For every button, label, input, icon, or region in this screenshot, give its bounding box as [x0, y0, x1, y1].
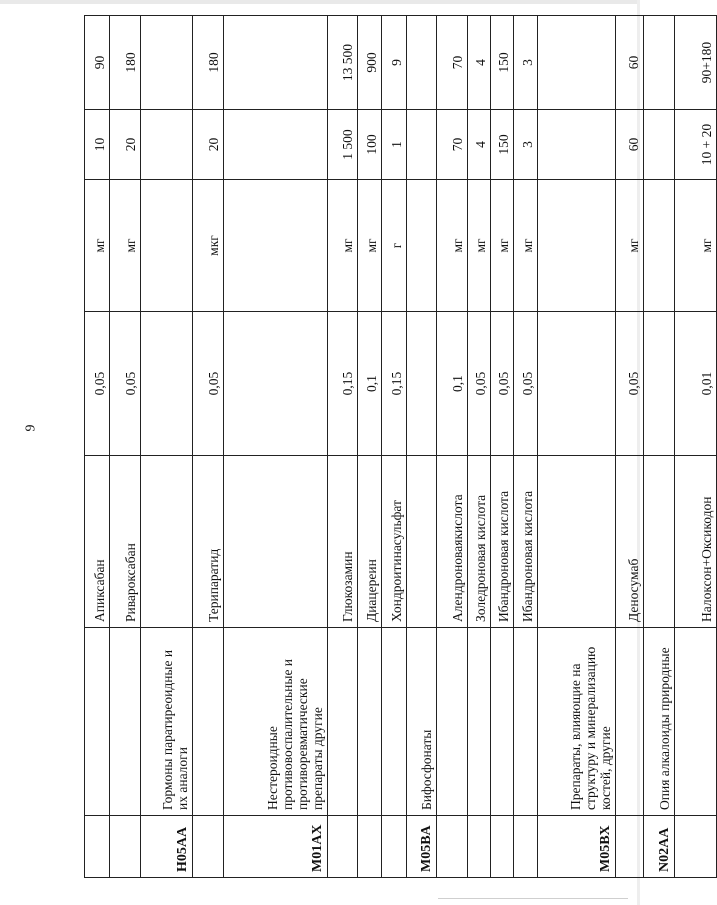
- unit-cell: мг: [110, 180, 141, 312]
- atc-code-cell: [328, 816, 358, 878]
- substance-cell: Ривароксабан: [110, 456, 141, 628]
- total-cell: [141, 16, 193, 110]
- total-cell: [224, 16, 328, 110]
- total-cell: 900: [358, 16, 382, 110]
- table-row: [224, 16, 328, 878]
- ddd-cell: 0,05: [468, 312, 491, 456]
- atc-code-cell: [382, 816, 407, 878]
- atc-code-cell: [491, 816, 514, 878]
- dose-cell: 10 + 20: [675, 110, 717, 180]
- total-cell: [538, 16, 616, 110]
- group-name-cell: [193, 628, 224, 816]
- scan-edge-top: [0, 0, 640, 4]
- table-row: [538, 16, 616, 878]
- group-name-cell: [110, 628, 141, 816]
- ddd-cell: [224, 312, 328, 456]
- substance-cell: Золедроновая кислота: [468, 456, 491, 628]
- table-row: [110, 16, 141, 878]
- rotated-table-container: [84, 16, 714, 878]
- substance-cell: Алендроноваякислота: [437, 456, 468, 628]
- total-cell: 60: [616, 16, 644, 110]
- atc-code-cell: N02AA: [644, 816, 675, 878]
- table-row: [491, 16, 514, 878]
- ddd-cell: 0,05: [514, 312, 538, 456]
- total-cell: 90: [85, 16, 110, 110]
- atc-code-cell: [514, 816, 538, 878]
- total-cell: 90+180: [675, 16, 717, 110]
- atc-code-cell: [437, 816, 468, 878]
- group-name-cell: [328, 628, 358, 816]
- dose-cell: 60: [616, 110, 644, 180]
- total-cell: 180: [110, 16, 141, 110]
- atc-code-cell: [468, 816, 491, 878]
- group-name-cell: Гормоны паратиреоидные и их аналоги: [141, 628, 193, 816]
- group-name-cell: [382, 628, 407, 816]
- group-name-cell: [491, 628, 514, 816]
- dose-cell: [141, 110, 193, 180]
- atc-code-cell: [85, 816, 110, 878]
- unit-cell: мг: [616, 180, 644, 312]
- substance-cell: [141, 456, 193, 628]
- group-name-cell: [675, 628, 717, 816]
- dose-cell: 1: [382, 110, 407, 180]
- substance-cell: Апиксабан: [85, 456, 110, 628]
- unit-cell: мг: [85, 180, 110, 312]
- substance-cell: [644, 456, 675, 628]
- dose-cell: [407, 110, 437, 180]
- atc-code-cell: [675, 816, 717, 878]
- dose-cell: 20: [193, 110, 224, 180]
- atc-code-cell: [358, 816, 382, 878]
- unit-cell: мг: [491, 180, 514, 312]
- table-row: [616, 16, 644, 878]
- ddd-cell: 0,15: [328, 312, 358, 456]
- substance-cell: Ибандроновая кислота: [514, 456, 538, 628]
- substance-cell: Терипаратид: [193, 456, 224, 628]
- group-name-cell: Бифосфонаты: [407, 628, 437, 816]
- unit-cell: мг: [514, 180, 538, 312]
- dose-cell: 3: [514, 110, 538, 180]
- table-row: [644, 16, 675, 878]
- substance-cell: [407, 456, 437, 628]
- unit-cell: [224, 180, 328, 312]
- atc-code-cell: M01AX: [224, 816, 328, 878]
- table-row: [514, 16, 538, 878]
- dose-cell: 150: [491, 110, 514, 180]
- dose-cell: 70: [437, 110, 468, 180]
- atc-code-cell: H05AA: [141, 816, 193, 878]
- total-cell: [644, 16, 675, 110]
- total-cell: 180: [193, 16, 224, 110]
- total-cell: 3: [514, 16, 538, 110]
- group-name-cell: [437, 628, 468, 816]
- total-cell: 13 500: [328, 16, 358, 110]
- substance-cell: Диацереин: [358, 456, 382, 628]
- group-name-cell: [85, 628, 110, 816]
- substance-cell: Ибандроновая кислота: [491, 456, 514, 628]
- unit-cell: мкг: [193, 180, 224, 312]
- dose-cell: [644, 110, 675, 180]
- unit-cell: мг: [328, 180, 358, 312]
- ddd-cell: 0,05: [193, 312, 224, 456]
- atc-code-cell: [110, 816, 141, 878]
- ddd-cell: 0,1: [437, 312, 468, 456]
- table-row: [193, 16, 224, 878]
- unit-cell: г: [382, 180, 407, 312]
- table-row: [437, 16, 468, 878]
- group-name-cell: [514, 628, 538, 816]
- unit-cell: мг: [437, 180, 468, 312]
- ddd-cell: [644, 312, 675, 456]
- table-row: [382, 16, 407, 878]
- ddd-cell: 0,15: [382, 312, 407, 456]
- total-cell: 4: [468, 16, 491, 110]
- table-row: [675, 16, 717, 878]
- dose-cell: [224, 110, 328, 180]
- total-cell: 150: [491, 16, 514, 110]
- ddd-cell: 0,01: [675, 312, 717, 456]
- table-row: [328, 16, 358, 878]
- substance-cell: Глюкозамин: [328, 456, 358, 628]
- unit-cell: мг: [468, 180, 491, 312]
- unit-cell: [407, 180, 437, 312]
- ddd-cell: 0,05: [491, 312, 514, 456]
- table-row: [141, 16, 193, 878]
- ddd-cell: 0,1: [358, 312, 382, 456]
- dose-cell: 20: [110, 110, 141, 180]
- table-row: [358, 16, 382, 878]
- group-name-cell: [468, 628, 491, 816]
- group-name-cell: [616, 628, 644, 816]
- substance-cell: [224, 456, 328, 628]
- unit-cell: мг: [358, 180, 382, 312]
- ddd-cell: [538, 312, 616, 456]
- group-name-cell: Нестероидные противовоспалительные и противоревматические препараты другие: [224, 628, 328, 816]
- atc-code-cell: [193, 816, 224, 878]
- drug-table: [84, 15, 717, 878]
- dose-cell: [538, 110, 616, 180]
- dose-cell: 1 500: [328, 110, 358, 180]
- substance-cell: Налоксон+Оксикодон: [675, 456, 717, 628]
- atc-code-cell: M05BX: [538, 816, 616, 878]
- substance-cell: [538, 456, 616, 628]
- total-cell: 9: [382, 16, 407, 110]
- unit-cell: [644, 180, 675, 312]
- page-number: 9: [23, 424, 39, 432]
- ddd-cell: 0,05: [616, 312, 644, 456]
- ddd-cell: [141, 312, 193, 456]
- dose-cell: 10: [85, 110, 110, 180]
- ddd-cell: 0,05: [110, 312, 141, 456]
- ddd-cell: 0,05: [85, 312, 110, 456]
- table-row: [407, 16, 437, 878]
- dose-cell: 100: [358, 110, 382, 180]
- dose-cell: 4: [468, 110, 491, 180]
- group-name-cell: Опия алкалоиды природные: [644, 628, 675, 816]
- group-name-cell: [358, 628, 382, 816]
- table-row: [468, 16, 491, 878]
- total-cell: 70: [437, 16, 468, 110]
- scan-edge-bottom: [438, 898, 628, 899]
- atc-code-cell: M05BA: [407, 816, 437, 878]
- table-row: [85, 16, 110, 878]
- substance-cell: Деносумаб: [616, 456, 644, 628]
- atc-code-cell: [616, 816, 644, 878]
- unit-cell: [141, 180, 193, 312]
- group-name-cell: Препараты, влияющие на структуру и минерализацию костей, другие: [538, 628, 616, 816]
- substance-cell: Хондроитинасульфат: [382, 456, 407, 628]
- unit-cell: [538, 180, 616, 312]
- unit-cell: мг: [675, 180, 717, 312]
- total-cell: [407, 16, 437, 110]
- ddd-cell: [407, 312, 437, 456]
